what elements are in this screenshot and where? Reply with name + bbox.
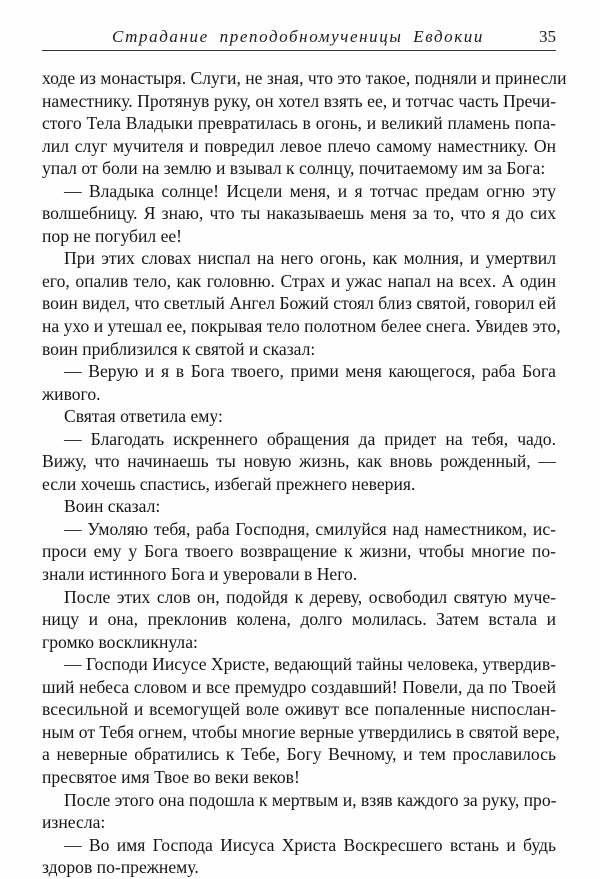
text-line: лил слуг мучителя и повредил левое плечо самому наместнику. Он (42, 135, 556, 156)
body-text (42, 67, 567, 879)
text-line: Вижу, что начинаешь ты новую жизнь, как вновь рожденный, — (42, 451, 556, 472)
text-line: Воин сказал: (64, 496, 161, 517)
text-line: а неверные обратились к Тебе, Богу Вечному, и тем прославилось (42, 744, 556, 765)
text-line: всесильной и всемогущей воле оживут все попаленные ниспослан- (42, 699, 556, 720)
text-line: знали истинного Бога и уверовали в Него. (42, 564, 358, 585)
text-line: громко воскликнула: (42, 631, 198, 652)
text-line: При этих словах ниспал на него огонь, как молния, и умертвил (64, 248, 556, 269)
text-line: ходе из монастыря. Слуги, не зная, что это такое, подняли и принесли (42, 68, 567, 88)
text-line: — Господи Иисусе Христе, ведающий тайны человека, утвердив- (64, 654, 556, 675)
text-line: ницу и она, преклонив колена, долго молилась. Затем встала и (42, 609, 556, 630)
text-line: — Верую и я в Бога твоего, прими меня кающегося, раба Бога (64, 361, 556, 382)
text-line: ший небеса словом и все премудро создавший! Повели, да по Твоей (42, 676, 556, 697)
text-line: воин приблизился к святой и сказал: (42, 338, 316, 359)
text-line: пресвятое имя Твое во веки веков! (42, 766, 300, 787)
running-title: Страдание преподобномученицы Евдокии (111, 27, 484, 46)
text-line: его, опалив тело, как головню. Страх и ужас напал на всех. А один (42, 270, 556, 291)
running-header (42, 26, 556, 51)
text-line: — Во имя Господа Иисуса Христа Воскресшего встань и будь (64, 834, 556, 855)
text-line: наместнику. Протянув руку, он хотел взять ее, и тотчас часть Пречи- (42, 90, 556, 111)
text-line: на ухо и утешал ее, покрывая тело полотном белее снега. Увидев это, (42, 316, 561, 337)
text-line: упал от боли на землю и взывал к солнцу, почитаемому им за Бога: (42, 158, 546, 179)
text-line: воин видел, что светлый Ангел Божий стоял близ святой, говорил ей (42, 293, 556, 314)
text-line: живого. (42, 383, 101, 404)
page-number: 35 (539, 27, 556, 46)
text-line: После этих слов он, подойдя к дереву, освободил святую муче- (64, 586, 556, 607)
text-line: пор не погубил ее! (42, 225, 183, 246)
text-line: — Владыка солнце! Исцели меня, и я тотчас предам огню эту (64, 180, 556, 201)
text-line: стого Тела Владыки превратилась в огонь, и великий пламень попа- (42, 113, 556, 134)
text-line: волшебницу. Я знаю, что ты наказываешь меня за то, что я до сих (42, 203, 556, 224)
text-line: — Благодать искреннего обращения да придет на тебя, чадо. (64, 428, 556, 449)
text-line: ным от Тебя огнем, чтобы многие верные утвердились в святой вере, (42, 721, 560, 742)
text-line: если хочешь спастись, избегай прежнего неверия. (42, 473, 416, 494)
text-line: изнесла: (42, 812, 106, 833)
text-line: здоров по-прежнему. (42, 857, 199, 878)
text-line: проси ему у Бога твоего возвращение к жизни, чтобы многие по- (42, 541, 556, 562)
text-line: Святая ответила ему: (64, 406, 223, 427)
text-line: — Умоляю тебя, раба Господня, смилуйся над наместником, ис- (64, 518, 556, 539)
text-line: После этого она подошла к мертвым и, взяв каждого за руку, про- (64, 789, 557, 810)
